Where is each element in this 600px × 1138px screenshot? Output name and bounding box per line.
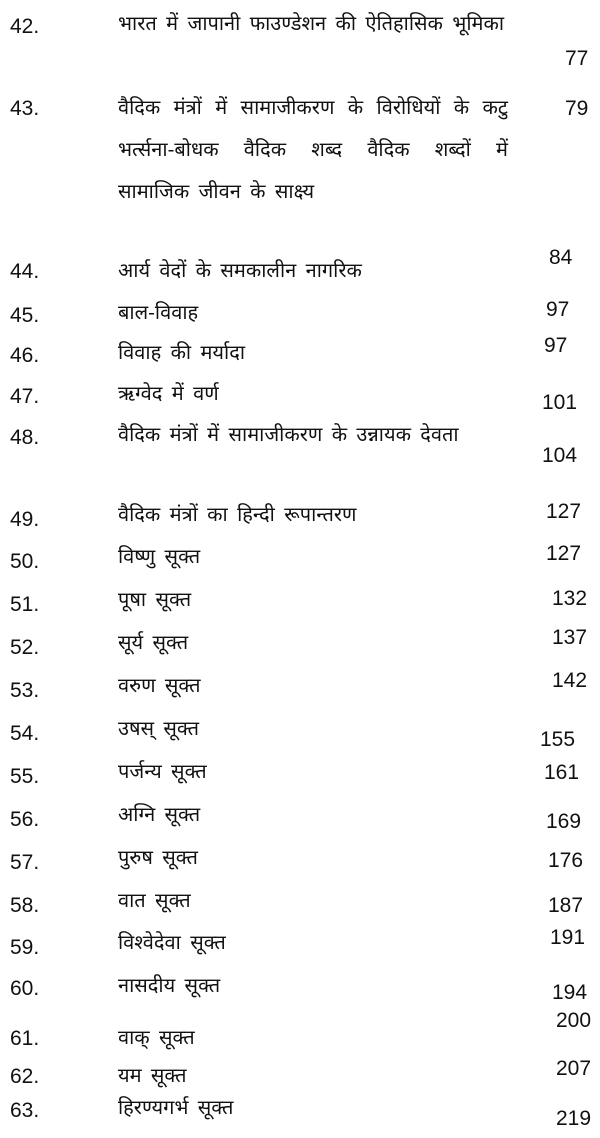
entry-number: 60. <box>10 977 40 1000</box>
entry-title: आर्य वेदों के समकालीन नागरिक <box>118 258 362 282</box>
entry-title: पर्जन्य सूक्त <box>118 759 207 783</box>
entry-number: 54. <box>10 722 40 745</box>
entry-number: 46. <box>10 344 40 367</box>
entry-page-number: 84 <box>549 246 573 269</box>
entry-page-number: 155 <box>540 728 576 751</box>
entry-title: हिरण्यगर्भ सूक्त <box>118 1095 234 1119</box>
entry-number: 63. <box>10 1099 40 1122</box>
entry-number: 53. <box>10 679 40 702</box>
entry-title: विश्वेदेवा सूक्त <box>118 930 226 954</box>
entry-page-number: 127 <box>546 500 582 523</box>
entry-number: 61. <box>10 1027 40 1050</box>
entry-page-number: 161 <box>544 761 580 784</box>
entry-number: 45. <box>10 304 40 327</box>
entry-number: 50. <box>10 550 40 573</box>
entry-title: बाल-विवाह <box>118 300 199 324</box>
entry-number: 48. <box>10 426 40 449</box>
entry-page-number: 127 <box>546 542 582 565</box>
entry-number: 59. <box>10 936 40 959</box>
entry-number: 51. <box>10 593 40 616</box>
entry-title: नासदीय सूक्त <box>118 973 221 997</box>
entry-page-number: 137 <box>552 626 588 649</box>
entry-number: 57. <box>10 851 40 874</box>
entry-page-number: 97 <box>544 334 568 357</box>
entry-number: 62. <box>10 1065 40 1088</box>
entry-title: पूषा सूक्त <box>118 587 192 611</box>
entry-title: सूर्य सूक्त <box>118 630 189 654</box>
entry-title: वैदिक मंत्रों का हिन्दी रूपान्तरण <box>118 502 357 526</box>
entry-title: ऋग्वेद में वर्ण <box>118 381 219 405</box>
entry-page-number: 79 <box>565 97 589 120</box>
entry-page-number: 142 <box>552 669 588 692</box>
entry-title: पुरुष सूक्त <box>118 845 198 869</box>
entry-title: विवाह की मर्यादा <box>118 340 246 364</box>
entry-page-number: 104 <box>542 444 578 467</box>
entry-number: 47. <box>10 385 40 408</box>
entry-page-number: 77 <box>565 47 589 70</box>
entry-page-number: 200 <box>556 1009 592 1032</box>
entry-number: 49. <box>10 508 40 531</box>
entry-page-number: 97 <box>546 298 570 321</box>
entry-number: 42. <box>10 15 40 38</box>
entry-number: 56. <box>10 808 40 831</box>
entry-page-number: 132 <box>552 587 588 610</box>
entry-title: विष्णु सूक्त <box>118 544 201 568</box>
entry-title: वाक् सूक्त <box>118 1025 195 1049</box>
entry-page-number: 176 <box>548 849 584 872</box>
entry-title: यम सूक्त <box>118 1063 187 1087</box>
entry-page-number: 194 <box>552 981 588 1004</box>
entry-page-number: 191 <box>550 926 586 949</box>
entry-page-number: 169 <box>546 810 582 833</box>
entry-title: भारत में जापानी फाउण्डेशन की ऐतिहासिक भूमिका <box>118 11 505 35</box>
entry-number: 55. <box>10 765 40 788</box>
entry-title: वैदिक मंत्रों में सामाजीकरण के उन्नायक देवता <box>118 422 459 446</box>
entry-title: अग्नि सूक्त <box>118 802 201 826</box>
entry-page-number: 207 <box>556 1057 592 1080</box>
entry-title: वात सूक्त <box>118 888 191 912</box>
entry-number: 44. <box>10 260 40 283</box>
entry-number: 43. <box>10 97 40 120</box>
entry-page-number: 187 <box>548 894 584 917</box>
entry-title: वैदिक मंत्रों में सामाजीकरण के विरोधियों के कटु भर्त्सना-बोधक वैदिक शब्द वैदिक शब्दों में सामाजिक जीवन के साक्ष्य <box>118 95 508 203</box>
entry-page-number: 219 <box>556 1107 592 1130</box>
entry-page-number: 101 <box>542 391 578 414</box>
entry-number: 52. <box>10 636 40 659</box>
entry-title: वरुण सूक्त <box>118 673 201 697</box>
entry-number: 58. <box>10 894 40 917</box>
entry-title: उषस् सूक्त <box>118 716 200 740</box>
